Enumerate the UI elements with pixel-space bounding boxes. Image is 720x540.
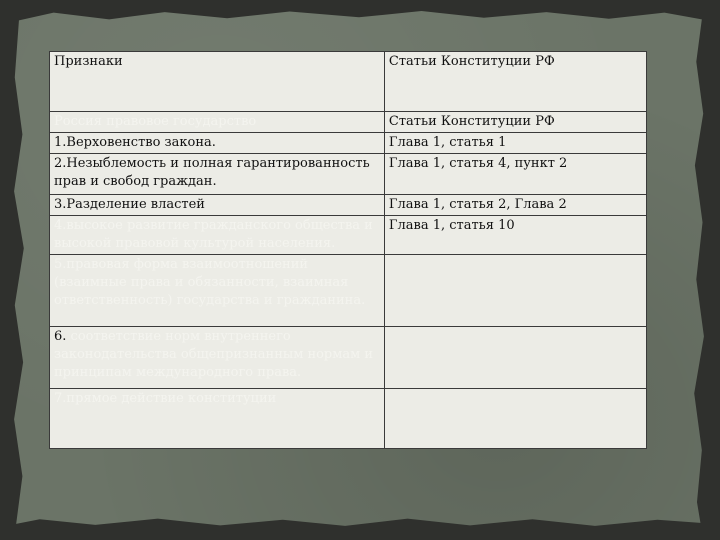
row-4-feature: 3.Разделение властей (50, 195, 385, 216)
table-header-row (50, 52, 647, 112)
row-7-text: соответствие норм внутреннего законодательства общепризнанным нормам и принципам международного права. (54, 329, 374, 380)
table-row (50, 133, 647, 154)
row-2-article: Глава 1, статья 1 (384, 133, 646, 154)
table-row (50, 112, 647, 133)
row-7-article (384, 327, 646, 389)
table-row (50, 255, 647, 327)
row-6-feature: 5.правовая форма взаимоотношений (взаимные права и обязанности, взаимная ответственность) государства и гражданина. (50, 255, 385, 327)
row-3-feature: 2.Незыблемость и полная гарантированность прав и свобод граждан. (50, 154, 385, 195)
row-1-article: Статьи Конституции РФ (384, 112, 646, 133)
table-row (50, 195, 647, 216)
row-5-feature: 4.высокое развитие гражданского общества и высокой правовой культурой населения. (50, 216, 385, 255)
header-cell-articles: Статьи Конституции РФ (384, 52, 646, 112)
row-8-feature: 7.прямое действие конституции (50, 389, 385, 449)
table-row (50, 154, 647, 195)
table-row (50, 389, 647, 449)
row-7-number: 6. (54, 329, 67, 344)
table-row (50, 216, 647, 255)
row-7-feature (50, 327, 385, 389)
row-5-article: Глава 1, статья 10 (384, 216, 646, 255)
row-8-article (384, 389, 646, 449)
row-3-article: Глава 1, статья 4, пункт 2 (384, 154, 646, 195)
row-6-article (384, 255, 646, 327)
header-cell-features: Признаки (50, 52, 385, 112)
row-1-feature: Россия правовое государство (50, 112, 385, 133)
row-4-article: Глава 1, статья 2, Глава 2 (384, 195, 646, 216)
constitution-table (49, 51, 647, 449)
table-row (50, 327, 647, 389)
row-2-feature: 1.Верховенство закона. (50, 133, 385, 154)
